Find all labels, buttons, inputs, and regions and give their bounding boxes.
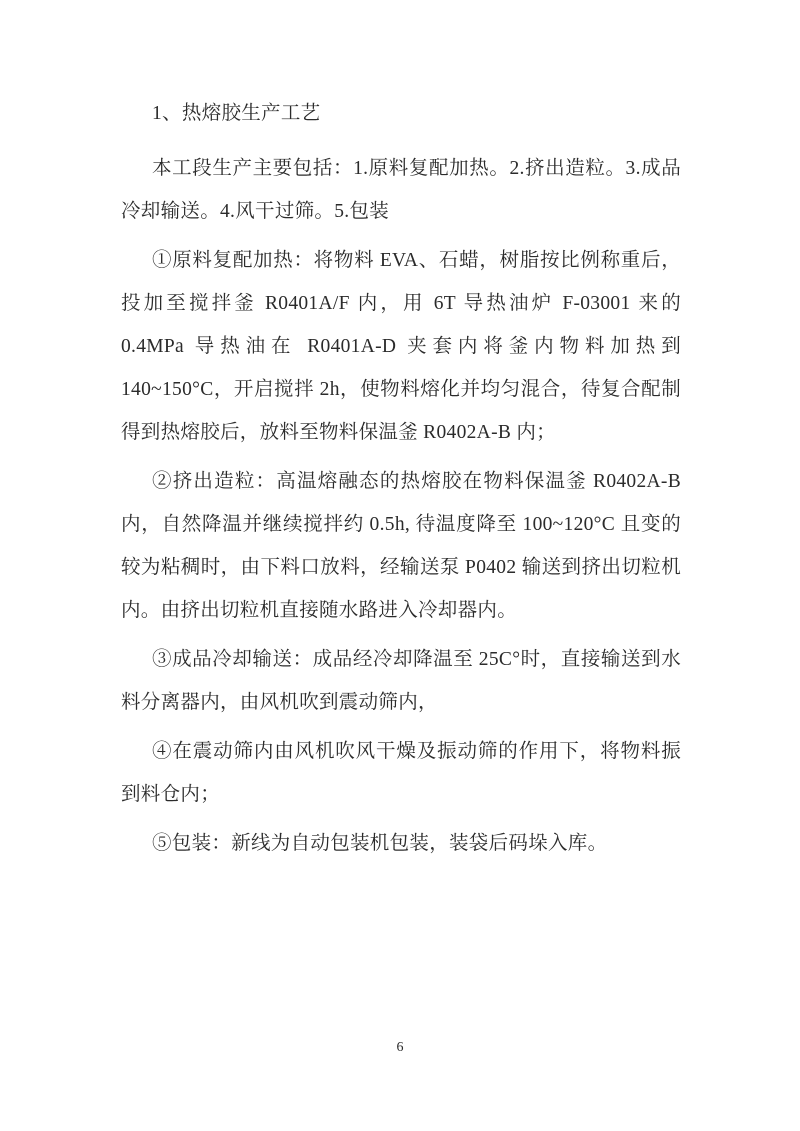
paragraph-step2-extrusion-pelletizing: ②挤出造粒：高温熔融态的热熔胶在物料保温釜 R0402A-B 内，自然降温并继续搅拌约 0.5h, 待温度降至 100~120°C 且变的较为粘稠时，由下料口放料，经输送泵 P0402 输送到挤出切粒机内。由挤出切粒机直接随水路进入冷却器内。	[121, 471, 681, 621]
paragraph-step4-drying-screening: ④在震动筛内由风机吹风干燥及振动筛的作用下，将物料振到料仓内；	[121, 741, 681, 805]
document-body	[121, 92, 681, 871]
page-number: 6	[396, 1040, 404, 1055]
paragraph-overview: 本工段生产主要包括：1.原料复配加热。2.挤出造粒。3.成品冷却输送。4.风干过筛。5.包装	[121, 158, 681, 222]
paragraph-step3-product-cooling-conveying: ③成品冷却输送：成品经冷却降温至 25C°时，直接输送到水料分离器内，由风机吹到震动筛内，	[121, 649, 681, 713]
paragraph-step1-raw-material-heating: ①原料复配加热：将物料 EVA、石蜡，树脂按比例称重后，投加至搅拌釜 R0401A/F 内，用 6T 导热油炉 F-03001 来的 0.4MPa 导热油在 R0401A-D 夹套内将釜内物料加热到 140~150°C，开启搅拌 2h，使物料熔化并均匀混合，待复合配制得到热熔胶后，放料至物料保温釜 R0402A-B 内；	[121, 250, 681, 443]
section-heading: 1、热熔胶生产工艺	[152, 103, 321, 124]
paragraph-step5-packaging: ⑤包装：新线为自动包装机包装，装袋后码垛入库。	[152, 833, 608, 854]
